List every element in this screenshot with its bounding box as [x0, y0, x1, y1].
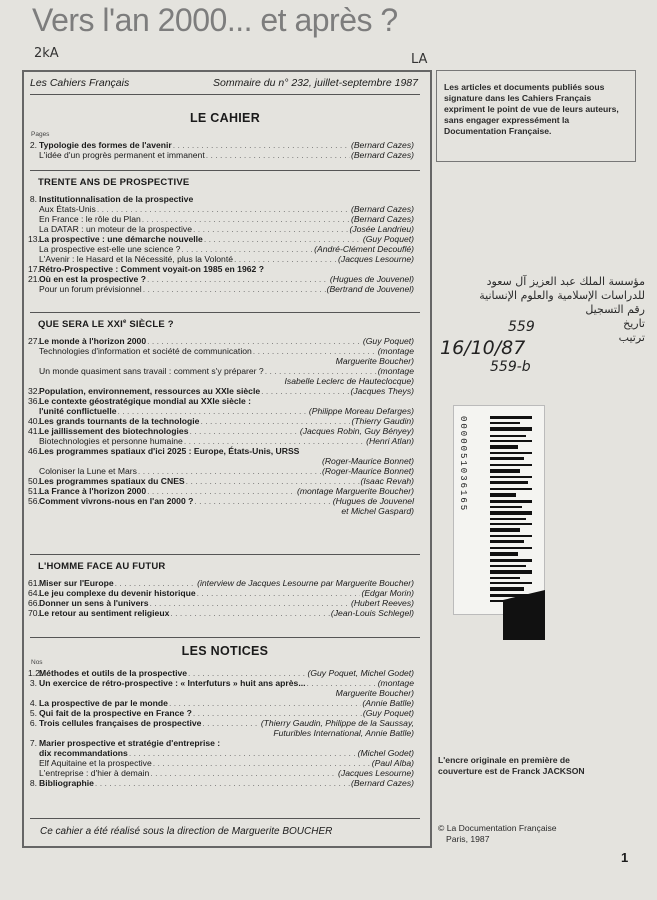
toc-author: (Isaac Revah): [360, 476, 414, 486]
toc-entry: [28, 679, 414, 688]
toc-title: Institutionnalisation de la prospective: [39, 194, 194, 204]
toc-entry: [28, 507, 414, 516]
toc-title: La DATAR : un moteur de la prospective: [39, 224, 193, 234]
section-heading: QUE SERA LE XXIe SIÈCLE ?: [38, 319, 174, 331]
toc-title: Marier prospective et stratégie d'entreprise :: [39, 738, 221, 748]
toc-page: 3.: [29, 678, 37, 688]
page-number: 1: [621, 850, 629, 865]
toc-entry: [28, 407, 414, 416]
pages-label: Pages: [31, 131, 50, 138]
section-rule: [30, 170, 420, 171]
toc-page: 56.: [28, 496, 40, 506]
toc-title: Les grands tournants de la technologie: [39, 416, 200, 426]
toc-entry: [28, 377, 414, 386]
toc-author: (Guy Poquet, Michel Godet): [307, 668, 414, 678]
toc-author: (montage: [377, 366, 414, 376]
toc-page: 8.: [29, 778, 37, 788]
contents-header: [30, 77, 418, 89]
toc-entry: [28, 235, 414, 244]
leader-dots: [202, 719, 259, 728]
leader-dots: [189, 427, 298, 436]
handwritten-note-left: 2kA: [34, 46, 59, 61]
toc-entry: [28, 497, 414, 506]
toc-title: Qui fait de la prospective en France ?: [39, 708, 192, 718]
leader-dots: [97, 205, 350, 214]
leader-dots: [138, 467, 321, 476]
toc-title: L'idée d'un progrès permanent et immanent: [39, 150, 205, 160]
toc-author: (Bertrand de Jouvenel): [326, 284, 414, 294]
leader-dots: [194, 497, 331, 506]
toc-page: 1.2.: [28, 668, 43, 678]
toc-author: (Jacques Theys): [350, 386, 414, 396]
toc-entry: [28, 447, 414, 456]
barcode-number: 0000051036165: [458, 416, 468, 513]
toc-title: Coloniser la Lune et Mars: [39, 466, 137, 476]
toc-entry: [28, 215, 414, 224]
toc-title: Un exercice de rétro-prospective : « Interfuturs » huit ans après...: [39, 678, 306, 688]
toc-title: Miser sur l'Europe: [39, 578, 114, 588]
toc-entry: [28, 779, 414, 788]
library-stamp: [430, 275, 645, 390]
toc-title: Les programmes spatiaux d'ici 2025 : Europe, États-Unis, URSS: [39, 446, 300, 456]
toc-entry: [28, 427, 414, 436]
toc-author: (Henri Atlan): [366, 436, 414, 446]
leader-dots: [169, 699, 361, 708]
toc-entry: [28, 487, 414, 496]
toc-title: Comment vivrons-nous en l'an 2000 ?: [39, 496, 194, 506]
toc-title: Trois cellules françaises de prospective: [39, 718, 202, 728]
toc-author: (Jean-Louis Schlegel): [330, 608, 414, 618]
toc-title: Aux États-Unis: [39, 204, 96, 214]
toc-author: (Roger-Maurice Bonnet): [321, 466, 414, 476]
toc-page: 40.: [28, 416, 40, 426]
section-title-cahier: LE CAHIER: [189, 111, 261, 125]
leader-dots: [307, 679, 377, 688]
toc-page: 64.: [28, 588, 40, 598]
toc-author: (Jacques Robin, Guy Bényey): [299, 426, 414, 436]
section-rule: [30, 637, 420, 638]
toc-author: et Michel Gaspard): [341, 506, 414, 516]
toc-author: (Michel Godet): [357, 748, 414, 758]
leader-dots: [193, 225, 348, 234]
toc-entry: [28, 719, 414, 728]
leader-dots: [234, 255, 337, 264]
side-note: Les articles et documents publiés sous signature dans les Cahiers Français expriment le point de vue de leurs auteurs, sans engager expressément la Documentation Française.: [444, 82, 619, 136]
editor-credit: Ce cahier a été réalisé sous la direction de Marguerite BOUCHER: [40, 826, 333, 837]
toc-title: La prospective est-elle une science ?: [39, 244, 181, 254]
toc-page: 13.: [28, 234, 40, 244]
toc-entry: [28, 589, 414, 598]
toc-author: (Thierry Gaudin): [351, 416, 414, 426]
toc-page: 6.: [29, 718, 37, 728]
toc-entry: [28, 579, 414, 588]
toc-entry: [28, 477, 414, 486]
toc-entry: [28, 609, 414, 618]
toc-entry: [28, 397, 414, 406]
toc-author: Marguerite Boucher): [335, 356, 414, 366]
toc-entry: [28, 151, 414, 160]
section-title-notices: LES NOTICES: [181, 644, 269, 658]
toc-title: Population, environnement, ressources au XXIe siècle: [39, 386, 261, 396]
leader-dots: [206, 151, 350, 160]
nos-label: Nos: [31, 659, 43, 666]
toc-page: 36.: [28, 396, 40, 406]
toc-page: 5.: [29, 708, 37, 718]
toc-author: Isabelle Leclerc de Hauteclocque): [284, 376, 414, 386]
toc-author: (Bernard Cazes): [350, 778, 414, 788]
toc-page: 51.: [28, 486, 40, 496]
toc-title: Le monde à l'horizon 2000: [39, 336, 147, 346]
leader-dots: [184, 437, 365, 446]
toc-page: 66.: [28, 598, 40, 608]
toc-entry: [28, 739, 414, 748]
leader-dots: [95, 779, 350, 788]
toc-entry: [28, 669, 414, 678]
toc-title: Le contexte géostratégique mondial au XXIe siècle :: [39, 396, 252, 406]
toc-title: Les programmes spatiaux du CNES: [39, 476, 185, 486]
toc-title: Typologie des formes de l'avenir: [39, 140, 172, 150]
toc-title: Le jeu complexe du devenir historique: [39, 588, 196, 598]
toc-page: 27.: [28, 336, 40, 346]
issue-info: Sommaire du n° 232, juillet-septembre 1987: [213, 77, 418, 89]
toc-entry: [28, 225, 414, 234]
leader-dots: [143, 285, 326, 294]
toc-entry: [28, 285, 414, 294]
toc-entry: [28, 357, 414, 366]
stamp-reg: 559: [508, 319, 535, 335]
toc-author: (Paul Alba): [371, 758, 414, 768]
section-rule: [30, 312, 420, 313]
toc-author: (Josée Landrieu): [349, 224, 414, 234]
toc-author: Marguerite Boucher): [335, 688, 414, 698]
leader-dots: [265, 367, 377, 376]
leader-dots: [170, 609, 330, 618]
toc-entry: [28, 337, 414, 346]
toc-author: (Guy Poquet): [362, 234, 414, 244]
toc-entry: [28, 689, 414, 698]
toc-author: (Bernard Cazes): [350, 214, 414, 224]
toc-entry: [28, 729, 414, 738]
toc-title: Elf Aquitaine et la prospective: [39, 758, 152, 768]
toc-page: 8.: [29, 194, 37, 204]
leader-dots: [173, 141, 350, 150]
toc-entry: [28, 245, 414, 254]
toc-entry: [28, 699, 414, 708]
toc-author: (Roger-Maurice Bonnet): [321, 456, 414, 466]
toc-title: Méthodes et outils de la prospective: [39, 668, 188, 678]
toc-page: 17.: [28, 264, 40, 274]
banner-title: Vers l'an 2000... et après ?: [32, 2, 398, 38]
toc-entry: [28, 195, 414, 204]
leader-dots: [186, 477, 360, 486]
toc-page: 50.: [28, 476, 40, 486]
stamp-arabic: مؤسسة الملك عبد العزيز آل سعود للدراسات الإسلامية والعلوم الإنسانية رقم التسجيل تاريخ ترتيب: [479, 275, 645, 344]
leader-dots: [115, 579, 196, 588]
toc-author: (Edgar Morin): [361, 588, 414, 598]
toc-title: l'unité conflictuelle: [39, 406, 117, 416]
toc-title: Biotechnologies et personne humaine: [39, 436, 183, 446]
toc-title: L'Avenir : le Hasard et la Nécessité, plus la Volonté: [39, 254, 233, 264]
toc-entry: [28, 709, 414, 718]
leader-dots: [118, 407, 308, 416]
toc-title: Le retour au sentiment religieux: [39, 608, 170, 618]
section-rule: [30, 818, 420, 819]
toc-entry: [28, 599, 414, 608]
leader-dots: [129, 749, 357, 758]
toc-author: (Bernard Cazes): [350, 140, 414, 150]
toc-title: Donner un sens à l'univers: [39, 598, 149, 608]
toc-author: (Guy Poquet): [362, 708, 414, 718]
leader-dots: [197, 589, 361, 598]
toc-title: dix recommandations: [39, 748, 128, 758]
toc-author: (Thierry Gaudin, Philippe de la Saussay,: [260, 718, 414, 728]
barcode-label: [453, 405, 545, 615]
toc-entry: [28, 141, 414, 150]
toc-page: 2.: [29, 140, 37, 150]
toc-title: L'entreprise : d'hier à demain: [39, 768, 150, 778]
toc-author: (Jacques Lesourne): [338, 254, 414, 264]
toc-author: (montage: [377, 678, 414, 688]
toc-page: 41.: [28, 426, 40, 436]
barcode-icon: [490, 414, 532, 604]
toc-author: (Bernard Cazes): [350, 204, 414, 214]
toc-author: (Guy Poquet): [362, 336, 414, 346]
toc-author: (Philippe Moreau Defarges): [308, 406, 414, 416]
toc-entry: [28, 275, 414, 284]
leader-dots: [204, 235, 362, 244]
section-rule: [30, 554, 420, 555]
toc-entry: [28, 367, 414, 376]
toc-entry: [28, 387, 414, 396]
toc-entry: [28, 347, 414, 356]
leader-dots: [147, 275, 329, 284]
leader-dots: [261, 387, 349, 396]
cover-credit: L'encre originale en première de couverture est de Franck JACKSON: [438, 755, 585, 776]
toc-entry: [28, 265, 414, 274]
toc-entry: [28, 759, 414, 768]
toc-title: Pour un forum prévisionnel: [39, 284, 142, 294]
toc-entry: [28, 467, 414, 476]
header-rule: [30, 94, 420, 95]
toc-entry: [28, 749, 414, 758]
toc-page: 21.: [28, 274, 40, 284]
toc-title: La prospective : une démarche nouvelle: [39, 234, 203, 244]
toc-author: (Bernard Cazes): [350, 150, 414, 160]
toc-author: (montage Marguerite Boucher): [296, 486, 414, 496]
toc-author: (Hugues de Jouvenel: [332, 496, 414, 506]
leader-dots: [153, 759, 371, 768]
toc-entry: [28, 417, 414, 426]
toc-title: Technologies d'information et société de communication: [39, 346, 252, 356]
toc-page: 46.: [28, 446, 40, 456]
publication-name: Les Cahiers Français: [30, 77, 130, 89]
toc-page: 70.: [28, 608, 40, 618]
toc-entry: [28, 457, 414, 466]
toc-author: (André-Clément Decouflé): [314, 244, 414, 254]
toc-title: Le jaillissement des biotechnologies: [39, 426, 189, 436]
leader-dots: [253, 347, 377, 356]
section-heading: TRENTE ANS DE PROSPECTIVE: [38, 177, 190, 188]
stamp-date: 16/10/87: [440, 337, 526, 359]
stamp-order: 559-b: [490, 359, 531, 375]
toc-author: (Annie Batlle): [362, 698, 414, 708]
toc-entry: [28, 205, 414, 214]
toc-author: (Jacques Lesourne): [338, 768, 414, 778]
leader-dots: [181, 245, 313, 254]
toc-entry: [28, 437, 414, 446]
toc-page: 7.: [29, 738, 37, 748]
toc-author: (montage: [377, 346, 414, 356]
toc-page: 32.: [28, 386, 40, 396]
section-heading: L'HOMME FACE AU FUTUR: [38, 561, 166, 572]
toc-page: 4.: [29, 698, 37, 708]
toc-author: (interview de Jacques Lesourne par Marguerite Boucher): [197, 578, 414, 588]
toc-title: La prospective de par le monde: [39, 698, 168, 708]
leader-dots: [147, 487, 296, 496]
toc-title: En France : le rôle du Plan: [39, 214, 141, 224]
toc-author: (Hubert Reeves): [350, 598, 414, 608]
leader-dots: [188, 669, 306, 678]
toc-title: Rétro-Prospective : Comment voyait-on 1985 en 1962 ?: [39, 264, 264, 274]
leader-dots: [147, 337, 362, 346]
toc-author: (Hugues de Jouvenel): [329, 274, 414, 284]
toc-page: 61.: [28, 578, 40, 588]
leader-dots: [193, 709, 362, 718]
leader-dots: [200, 417, 350, 426]
toc-author: Futuribles International, Annie Batlle): [273, 728, 414, 738]
leader-dots: [142, 215, 350, 224]
toc-title: Où en est la prospective ?: [39, 274, 146, 284]
handwritten-note-right: LA: [411, 52, 428, 67]
toc-title: Un monde quasiment sans travail : comment s'y préparer ?: [39, 366, 264, 376]
copyright: © La Documentation Française Paris, 1987: [438, 823, 557, 844]
toc-title: La France à l'horizon 2000: [39, 486, 147, 496]
toc-title: Bibliographie: [39, 778, 94, 788]
leader-dots: [150, 769, 337, 778]
leader-dots: [150, 599, 350, 608]
toc-entry: [28, 769, 414, 778]
toc-entry: [28, 255, 414, 264]
